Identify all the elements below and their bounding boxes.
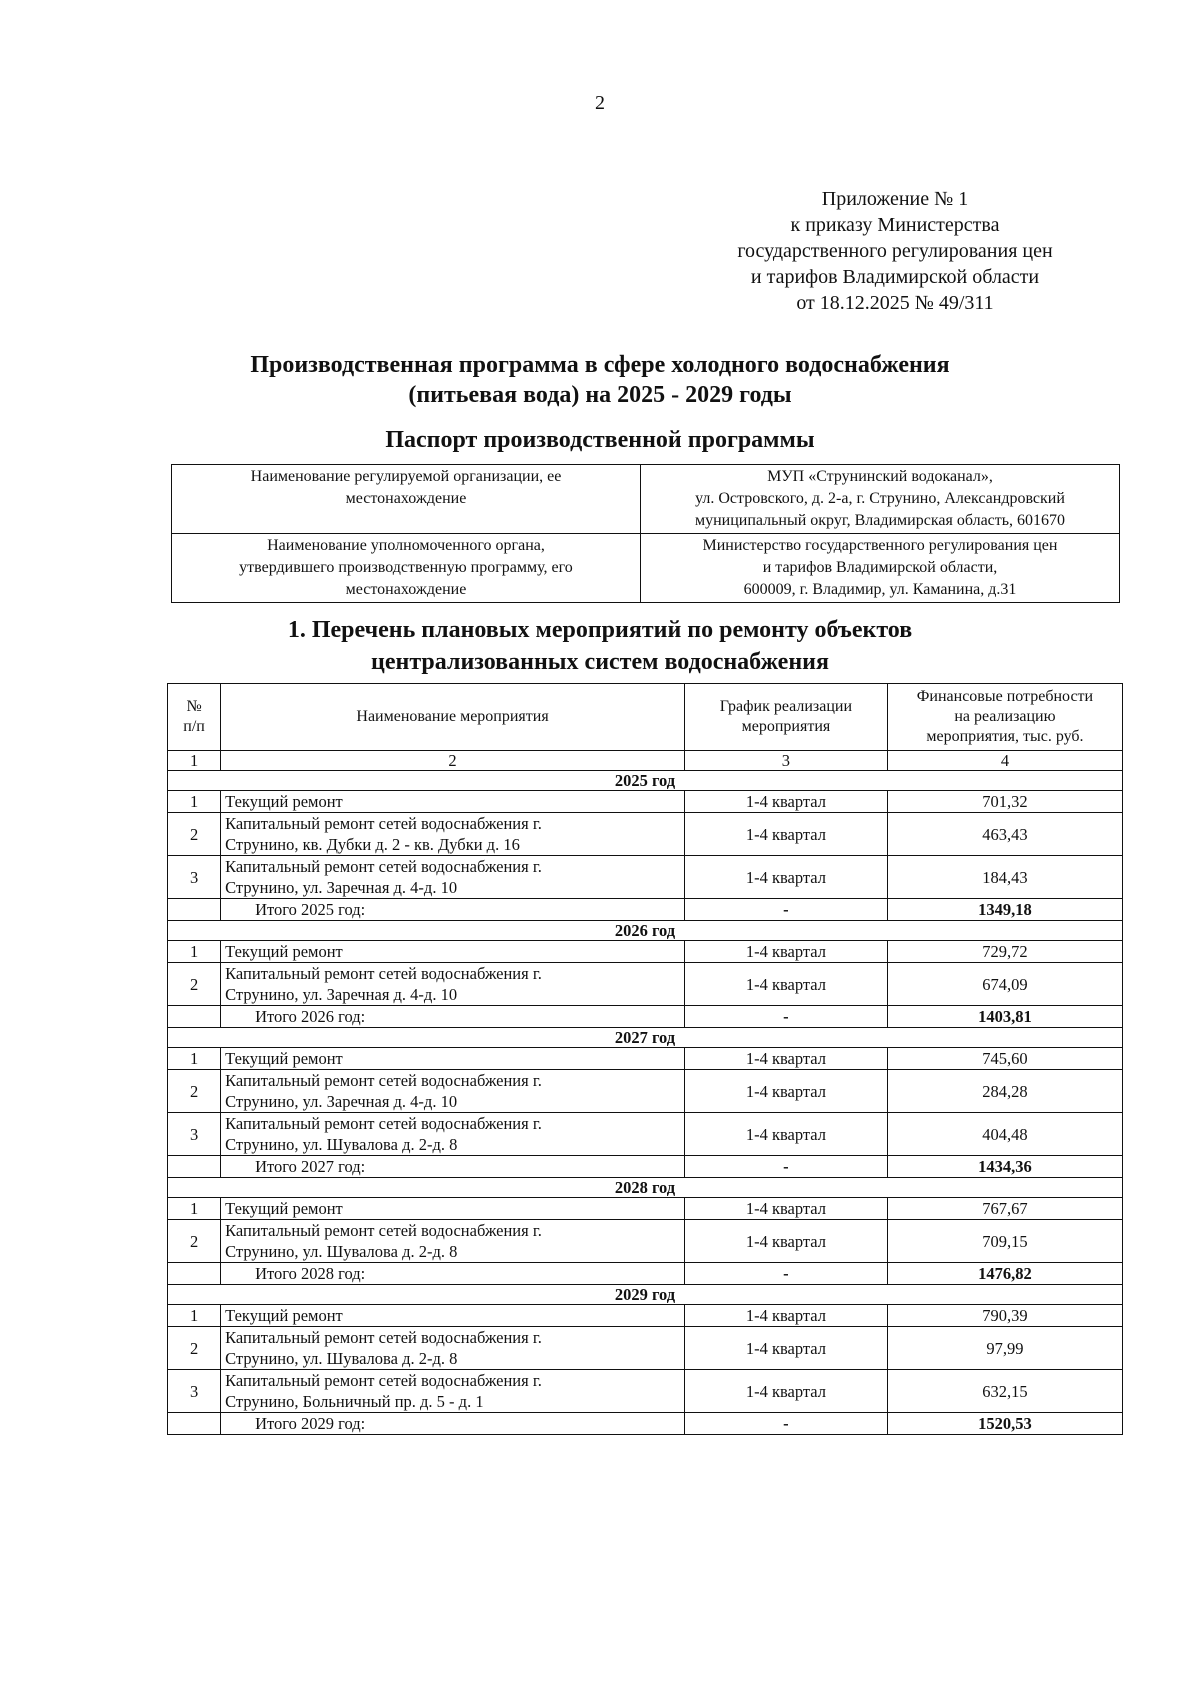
item-schedule: 1-4 квартал xyxy=(684,1305,887,1327)
total-label: Итого 2029 год: xyxy=(221,1413,685,1435)
item-cost: 701,32 xyxy=(887,791,1122,813)
total-row xyxy=(168,1263,1123,1285)
item-number: 2 xyxy=(168,963,221,1006)
item-name-line: Струнино, Больничный пр. д. 5 - д. 1 xyxy=(225,1392,484,1411)
passport-value-line: 600009, г. Владимир, ул. Каманина, д.31 xyxy=(743,581,1017,598)
year-heading: 2026 год xyxy=(168,921,1123,941)
table-row xyxy=(168,1305,1123,1327)
item-schedule: 1-4 квартал xyxy=(684,1327,887,1370)
item-schedule: 1-4 квартал xyxy=(684,791,887,813)
item-number: 2 xyxy=(168,813,221,856)
item-name-line: Капитальный ремонт сетей водоснабжения г. xyxy=(225,1114,542,1133)
year-row xyxy=(168,1178,1123,1198)
table-row xyxy=(168,1327,1123,1370)
total-row xyxy=(168,899,1123,921)
header-cost-line: на реализацию xyxy=(954,708,1056,725)
item-name xyxy=(221,1198,685,1220)
passport-label-line: Наименование уполномоченного органа, xyxy=(267,537,545,554)
table-row xyxy=(168,791,1123,813)
header-num-line: № xyxy=(186,698,202,715)
passport-label-line: местонахождение xyxy=(345,581,467,598)
passport-value-line: муниципальный округ, Владимирская область, 601670 xyxy=(694,512,1066,529)
total-number-cell xyxy=(168,899,221,921)
document-title xyxy=(0,350,1200,410)
column-number: 1 xyxy=(168,751,221,771)
passport-label-cell xyxy=(172,465,641,534)
total-number-cell xyxy=(168,1006,221,1028)
item-name xyxy=(221,1220,685,1263)
item-name-line: Струнино, ул. Заречная д. 4-д. 10 xyxy=(225,1092,458,1111)
table-row xyxy=(168,1048,1123,1070)
header-cost xyxy=(887,684,1122,751)
passport-value-cell xyxy=(641,534,1120,603)
item-name-line: Капитальный ремонт сетей водоснабжения г. xyxy=(225,1371,542,1390)
item-cost: 404,48 xyxy=(887,1113,1122,1156)
passport-value-line: МУП «Струнинский водоканал», xyxy=(767,468,993,485)
item-schedule: 1-4 квартал xyxy=(684,813,887,856)
item-name-line: Текущий ремонт xyxy=(225,1049,343,1068)
total-number-cell xyxy=(168,1413,221,1435)
item-number: 1 xyxy=(168,791,221,813)
total-schedule: - xyxy=(684,1156,887,1178)
year-row xyxy=(168,921,1123,941)
item-name-line: Текущий ремонт xyxy=(225,792,343,811)
passport-label-line: утвердившего производственную программу, его xyxy=(239,559,573,576)
item-name xyxy=(221,941,685,963)
item-name-line: Текущий ремонт xyxy=(225,942,343,961)
table-row xyxy=(168,963,1123,1006)
item-name xyxy=(221,963,685,1006)
table-header-row xyxy=(168,684,1123,751)
passport-row xyxy=(172,534,1120,603)
appendix-line: от 18.12.2025 № 49/311 xyxy=(796,292,994,314)
item-cost: 284,28 xyxy=(887,1070,1122,1113)
header-name: Наименование мероприятия xyxy=(221,684,685,751)
table-row xyxy=(168,1198,1123,1220)
total-label: Итого 2027 год: xyxy=(221,1156,685,1178)
item-cost: 674,09 xyxy=(887,963,1122,1006)
passport-value-cell xyxy=(641,465,1120,534)
passport-label-cell xyxy=(172,534,641,603)
section-title-line: централизованных систем водоснабжения xyxy=(371,649,829,675)
section-title xyxy=(0,614,1200,678)
passport-table xyxy=(171,464,1120,603)
total-label: Итого 2025 год: xyxy=(221,899,685,921)
year-heading: 2028 год xyxy=(168,1178,1123,1198)
item-name xyxy=(221,1305,685,1327)
total-row xyxy=(168,1156,1123,1178)
item-name xyxy=(221,1048,685,1070)
total-cost: 1476,82 xyxy=(887,1263,1122,1285)
item-cost: 745,60 xyxy=(887,1048,1122,1070)
table-row xyxy=(168,1370,1123,1413)
item-name-line: Капитальный ремонт сетей водоснабжения г. xyxy=(225,1221,542,1240)
table-row xyxy=(168,1113,1123,1156)
item-name-line: Текущий ремонт xyxy=(225,1306,343,1325)
year-heading: 2025 год xyxy=(168,771,1123,791)
table-row xyxy=(168,856,1123,899)
item-number: 1 xyxy=(168,1198,221,1220)
item-name xyxy=(221,1327,685,1370)
item-name-line: Струнино, ул. Заречная д. 4-д. 10 xyxy=(225,985,458,1004)
table-row xyxy=(168,1220,1123,1263)
item-schedule: 1-4 квартал xyxy=(684,1370,887,1413)
item-name-line: Струнино, ул. Заречная д. 4-д. 10 xyxy=(225,878,458,897)
item-number: 1 xyxy=(168,1305,221,1327)
document-title-line: (питьевая вода) на 2025 - 2029 годы xyxy=(408,382,792,408)
column-number: 3 xyxy=(684,751,887,771)
item-number: 3 xyxy=(168,1113,221,1156)
table-row xyxy=(168,941,1123,963)
item-cost: 790,39 xyxy=(887,1305,1122,1327)
item-number: 2 xyxy=(168,1070,221,1113)
repairs-body xyxy=(168,751,1123,1435)
item-name-line: Струнино, ул. Шувалова д. 2-д. 8 xyxy=(225,1135,458,1154)
item-name-line: Струнино, ул. Шувалова д. 2-д. 8 xyxy=(225,1349,458,1368)
item-number: 1 xyxy=(168,941,221,963)
passport-value-line: ул. Островского, д. 2-а, г. Струнино, Александровский xyxy=(695,490,1065,507)
header-schedule xyxy=(684,684,887,751)
header-num xyxy=(168,684,221,751)
item-schedule: 1-4 квартал xyxy=(684,1113,887,1156)
item-schedule: 1-4 квартал xyxy=(684,1070,887,1113)
total-number-cell xyxy=(168,1156,221,1178)
year-row xyxy=(168,1285,1123,1305)
section-title-line: 1. Перечень плановых мероприятий по ремонту объектов xyxy=(287,617,913,643)
passport-heading: Паспорт производственной программы xyxy=(385,427,815,453)
appendix-line: государственного регулирования цен xyxy=(737,240,1053,262)
appendix-line: Приложение № 1 xyxy=(821,188,969,210)
appendix-block xyxy=(700,186,1090,316)
item-cost: 97,99 xyxy=(887,1327,1122,1370)
total-cost: 1349,18 xyxy=(887,899,1122,921)
total-row xyxy=(168,1006,1123,1028)
item-cost: 463,43 xyxy=(887,813,1122,856)
item-schedule: 1-4 квартал xyxy=(684,1198,887,1220)
total-cost: 1403,81 xyxy=(887,1006,1122,1028)
header-schedule-line: График реализации xyxy=(719,698,853,715)
header-schedule-line: мероприятия xyxy=(741,718,831,735)
item-number: 3 xyxy=(168,856,221,899)
item-number: 2 xyxy=(168,1327,221,1370)
item-schedule: 1-4 квартал xyxy=(684,941,887,963)
table-row xyxy=(168,1070,1123,1113)
passport-value-line: Министерство государственного регулирования цен xyxy=(702,537,1058,554)
column-number: 4 xyxy=(887,751,1122,771)
item-number: 3 xyxy=(168,1370,221,1413)
total-cost: 1434,36 xyxy=(887,1156,1122,1178)
total-label: Итого 2028 год: xyxy=(221,1263,685,1285)
total-label: Итого 2026 год: xyxy=(221,1006,685,1028)
total-schedule: - xyxy=(684,1006,887,1028)
item-schedule: 1-4 квартал xyxy=(684,856,887,899)
item-number: 1 xyxy=(168,1048,221,1070)
item-name xyxy=(221,1113,685,1156)
column-number-row xyxy=(168,751,1123,771)
appendix-line: и тарифов Владимирской области xyxy=(750,266,1040,288)
item-schedule: 1-4 квартал xyxy=(684,1048,887,1070)
total-number-cell xyxy=(168,1263,221,1285)
repairs-table xyxy=(167,683,1123,1435)
item-cost: 709,15 xyxy=(887,1220,1122,1263)
item-name xyxy=(221,856,685,899)
document-title-line: Производственная программа в сфере холодного водоснабжения xyxy=(250,352,950,378)
item-name-line: Капитальный ремонт сетей водоснабжения г. xyxy=(225,814,542,833)
header-num-line: п/п xyxy=(183,718,205,735)
item-cost: 632,15 xyxy=(887,1370,1122,1413)
column-number: 2 xyxy=(221,751,685,771)
item-cost: 767,67 xyxy=(887,1198,1122,1220)
item-name xyxy=(221,813,685,856)
passport-label-line: местонахождение xyxy=(345,490,467,507)
item-cost: 729,72 xyxy=(887,941,1122,963)
total-schedule: - xyxy=(684,1263,887,1285)
total-row xyxy=(168,1413,1123,1435)
item-name-line: Капитальный ремонт сетей водоснабжения г. xyxy=(225,964,542,983)
table-row xyxy=(168,813,1123,856)
header-cost-line: мероприятия, тыс. руб. xyxy=(926,728,1084,745)
item-name xyxy=(221,1370,685,1413)
page-number: 2 xyxy=(595,92,605,114)
total-schedule: - xyxy=(684,899,887,921)
item-schedule: 1-4 квартал xyxy=(684,1220,887,1263)
year-row xyxy=(168,771,1123,791)
item-cost: 184,43 xyxy=(887,856,1122,899)
total-cost: 1520,53 xyxy=(887,1413,1122,1435)
header-cost-line: Финансовые потребности xyxy=(916,688,1094,705)
item-name-line: Текущий ремонт xyxy=(225,1199,343,1218)
passport-row xyxy=(172,465,1120,534)
passport-value-line: и тарифов Владимирской области, xyxy=(762,559,998,576)
item-name xyxy=(221,1070,685,1113)
item-name-line: Капитальный ремонт сетей водоснабжения г. xyxy=(225,1071,542,1090)
item-name-line: Капитальный ремонт сетей водоснабжения г. xyxy=(225,857,542,876)
item-name-line: Капитальный ремонт сетей водоснабжения г. xyxy=(225,1328,542,1347)
item-name xyxy=(221,791,685,813)
passport-label-line: Наименование регулируемой организации, ее xyxy=(250,468,562,485)
year-row xyxy=(168,1028,1123,1048)
item-name-line: Струнино, кв. Дубки д. 2 - кв. Дубки д. 16 xyxy=(225,835,520,854)
appendix-line: к приказу Министерства xyxy=(790,214,1000,236)
year-heading: 2027 год xyxy=(168,1028,1123,1048)
item-name-line: Струнино, ул. Шувалова д. 2-д. 8 xyxy=(225,1242,458,1261)
total-schedule: - xyxy=(684,1413,887,1435)
item-schedule: 1-4 квартал xyxy=(684,963,887,1006)
year-heading: 2029 год xyxy=(168,1285,1123,1305)
item-number: 2 xyxy=(168,1220,221,1263)
